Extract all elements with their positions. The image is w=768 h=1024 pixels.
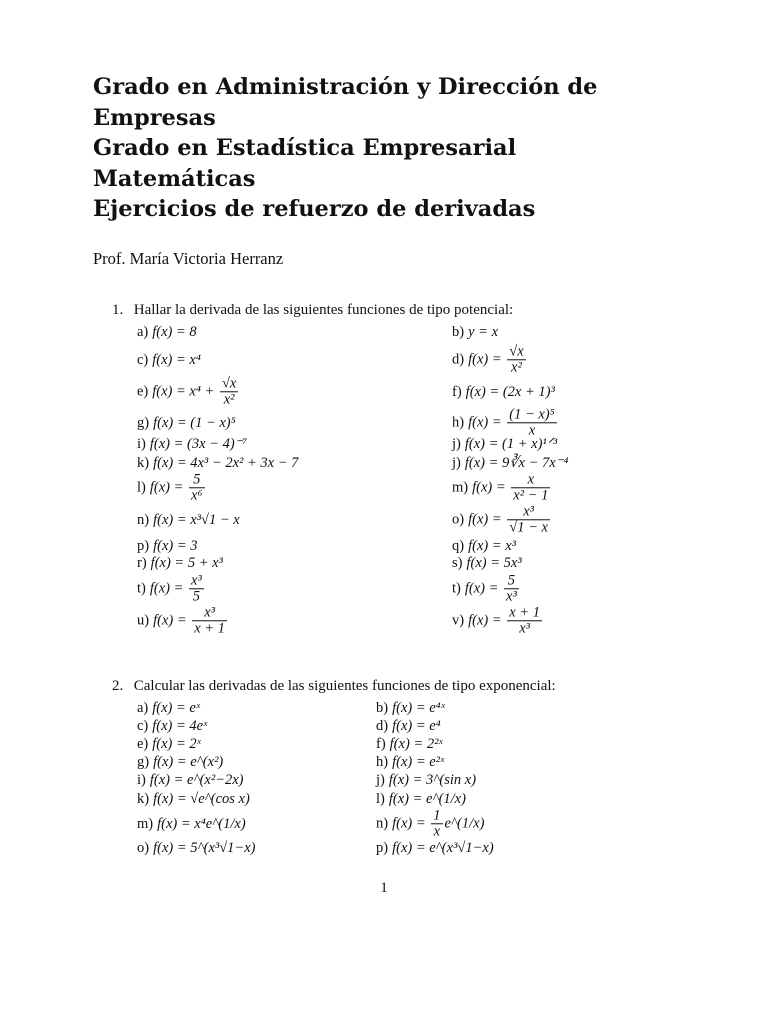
function-expression: 3^(sin x) <box>426 771 477 788</box>
function-lhs: f(x) = <box>157 815 195 832</box>
function-lhs: f(x) = <box>468 537 506 554</box>
function-expression: (1 − x)⁵ <box>190 414 236 431</box>
title-line: Matemáticas <box>93 165 256 192</box>
item-label: i) <box>137 771 146 788</box>
exercise-item <box>137 701 200 716</box>
function-expression: e²ˣ <box>429 753 445 770</box>
function-expression: e^(x²−2x) <box>187 771 244 788</box>
exercise-item <box>376 808 484 839</box>
exercise-item <box>137 376 240 407</box>
exercise-item <box>452 556 522 571</box>
item-label: n) <box>137 511 150 528</box>
fraction-denominator: x³ <box>506 588 517 605</box>
exercise-item <box>376 719 441 734</box>
exercise-item <box>376 841 494 856</box>
item-label: h) <box>376 753 389 770</box>
function-lhs: f(x) = <box>465 383 503 400</box>
function-lhs: f(x) = <box>392 717 430 734</box>
function-lhs: f(x) = <box>464 454 503 471</box>
function-lhs: y = <box>468 323 492 340</box>
exercise-item <box>137 437 247 452</box>
exercise-item <box>137 792 250 807</box>
function-expression: x⁴e^(1/x) <box>194 815 246 832</box>
item-label: i) <box>137 435 146 452</box>
title-line: Grado en Estadística Empresarial <box>93 135 517 161</box>
item-label: b) <box>452 323 465 340</box>
function-lhs: f(x) = <box>152 351 190 368</box>
function-expression: eˣ <box>189 699 200 716</box>
function-expression: e^(1/x) <box>426 790 466 807</box>
fraction-denominator: x <box>528 422 536 439</box>
item-label: q) <box>452 537 465 554</box>
item-label: d) <box>452 351 465 368</box>
exercise-item <box>137 573 206 604</box>
fraction <box>511 472 550 503</box>
fraction <box>220 376 238 407</box>
exercise-item <box>137 353 201 368</box>
exercise-item <box>452 472 552 503</box>
page-number: 1 <box>380 880 388 896</box>
exercise-item <box>137 817 246 832</box>
exercise-item <box>137 539 198 554</box>
exercise-prompt: Hallar la derivada de las siguientes funciones de tipo potencial: <box>133 302 514 318</box>
fraction-numerator: x³ <box>191 572 202 589</box>
item-label: f) <box>376 735 386 752</box>
item-label: r) <box>137 554 147 571</box>
item-label: t) <box>137 580 146 597</box>
function-lhs: f(x) = <box>153 839 191 856</box>
function-lhs: f(x) = <box>466 554 504 571</box>
function-lhs: f(x) = <box>472 479 510 496</box>
function-expression: e^(x²) <box>190 753 224 770</box>
fraction <box>507 344 525 375</box>
exercise-1-heading <box>112 302 513 319</box>
function-lhs: f(x) = <box>152 699 190 716</box>
function-lhs: f(x) = <box>149 479 188 496</box>
item-label: b) <box>376 699 389 716</box>
function-lhs: f(x) = <box>150 554 188 571</box>
function-lhs: f(x) = <box>392 753 430 770</box>
fraction-numerator: x + 1 <box>509 604 540 621</box>
item-label: o) <box>452 511 465 528</box>
function-expression: x³ <box>505 537 517 554</box>
exercise-item <box>137 719 207 734</box>
item-label: d) <box>376 717 389 734</box>
function-expression: e⁴ <box>429 717 441 734</box>
fraction <box>507 407 556 438</box>
exercise-item <box>137 556 223 571</box>
exercise-item <box>452 344 528 375</box>
fraction-numerator: (1 − x)⁵ <box>509 406 555 423</box>
fraction-numerator: 5 <box>189 472 204 488</box>
exercise-item <box>452 325 498 340</box>
function-expression: e^(x³√1−x) <box>429 839 494 856</box>
function-lhs: f(x) = <box>149 580 188 597</box>
item-label: g) <box>137 414 150 431</box>
item-label: e) <box>137 383 149 400</box>
exercise-item <box>452 407 559 438</box>
item-label: c) <box>137 717 149 734</box>
fraction-denominator: x³ <box>519 620 531 637</box>
expression-part: x⁴ + <box>189 383 218 400</box>
document-title <box>93 72 693 225</box>
exercise-item <box>137 472 207 503</box>
function-expression: 5^(x³√1−x) <box>190 839 256 856</box>
item-label: p) <box>376 839 389 856</box>
fraction-numerator: √x <box>221 375 237 392</box>
function-lhs: f(x) = <box>388 771 427 788</box>
item-label: k) <box>137 454 150 471</box>
expression-part: e^(1/x) <box>444 815 485 832</box>
function-expression: 2²ˣ <box>426 735 443 752</box>
function-lhs: f(x) = <box>468 511 506 528</box>
exercise-item <box>137 605 229 636</box>
exercise-item <box>376 701 445 716</box>
exercise-item <box>137 513 240 528</box>
function-expression: 2ˣ <box>189 735 201 752</box>
item-label: u) <box>137 612 150 629</box>
function-expression: e⁴ˣ <box>429 699 445 716</box>
item-label: a) <box>137 323 149 340</box>
function-lhs: f(x) = <box>153 414 191 431</box>
exercise-item <box>137 325 197 340</box>
function-lhs: f(x) = <box>153 537 191 554</box>
fraction <box>192 605 227 636</box>
exercise-item <box>137 456 298 471</box>
title-line: Empresas <box>93 104 216 131</box>
fraction <box>507 504 550 535</box>
exercise-item <box>137 755 223 770</box>
exercise-prompt: Calcular las derivadas de las siguientes funciones de tipo exponencial: <box>133 678 556 694</box>
item-label: k) <box>137 790 150 807</box>
fraction-numerator: √x <box>509 343 524 360</box>
function-lhs: f(x) = <box>392 839 430 856</box>
author-line: Prof. María Victoria Herranz <box>93 249 284 268</box>
item-label: t) <box>452 580 461 597</box>
function-lhs: f(x) = <box>153 454 191 471</box>
item-label: f) <box>452 383 462 400</box>
exercise-item <box>376 737 443 752</box>
exercise-item <box>452 437 557 452</box>
fraction-denominator: x <box>433 823 441 840</box>
fraction-denominator: x² <box>223 391 235 408</box>
function-lhs: f(x) = <box>153 753 191 770</box>
function-expression: 9∛x − 7x⁻⁴ <box>502 454 569 471</box>
function-expression: 3 <box>190 537 198 554</box>
item-label: g) <box>137 753 150 770</box>
item-label: v) <box>452 612 465 629</box>
item-label: l) <box>137 479 146 496</box>
function-lhs: f(x) = <box>153 511 191 528</box>
exercise-number: 1. <box>112 302 124 318</box>
function-expression: x⁴ <box>189 351 201 368</box>
exercise-item <box>137 841 256 856</box>
exercise-item <box>452 504 552 535</box>
fraction-denominator: 5 <box>192 588 201 605</box>
item-label: j) <box>452 454 461 471</box>
function-lhs: f(x) = <box>392 699 430 716</box>
item-label: e) <box>137 735 149 752</box>
fraction-numerator: 1 <box>433 807 441 824</box>
function-lhs: f(x) = <box>464 435 503 452</box>
fraction-numerator: x <box>511 472 550 488</box>
function-lhs: f(x) = <box>152 735 190 752</box>
item-label: c) <box>137 351 149 368</box>
function-expression: 8 <box>189 323 197 340</box>
item-label: n) <box>376 815 389 832</box>
item-label: h) <box>452 414 465 431</box>
item-label: m) <box>452 479 469 496</box>
item-label: p) <box>137 537 150 554</box>
fraction-denominator: x + 1 <box>194 620 225 637</box>
function-lhs: f(x) = <box>389 735 427 752</box>
function-lhs: f(x) = <box>388 790 427 807</box>
exercise-item <box>137 773 243 788</box>
function-lhs: f(x) = <box>468 612 506 629</box>
exercise-item <box>137 416 236 431</box>
function-expression: x³√1 − x <box>190 511 240 528</box>
function-lhs: f(x) = <box>392 815 430 832</box>
function-lhs: f(x) = <box>149 771 188 788</box>
function-expression: 5 + x³ <box>187 554 223 571</box>
item-label: s) <box>452 554 463 571</box>
item-label: j) <box>376 771 385 788</box>
function-expression: √e^(cos x) <box>190 790 250 807</box>
function-expression: (2x + 1)³ <box>502 383 555 400</box>
function-expression: (3x − 4)⁻⁷ <box>187 435 248 452</box>
item-label: m) <box>137 815 154 832</box>
function-expression: 5x³ <box>503 554 522 571</box>
function-expression: x <box>491 323 499 340</box>
exercise-item <box>452 605 544 636</box>
exercise-2-heading <box>112 678 556 695</box>
function-lhs: f(x) = <box>152 717 190 734</box>
exercise-number: 2. <box>112 678 124 694</box>
item-label: l) <box>376 790 385 807</box>
fraction-denominator: x⁶ <box>191 487 203 504</box>
function-lhs: f(x) = <box>153 612 191 629</box>
fraction-numerator: x³ <box>192 605 227 621</box>
fraction-denominator: x² <box>511 359 522 376</box>
function-lhs: f(x) = <box>152 383 190 400</box>
exercise-item <box>376 755 444 770</box>
fraction-denominator: √1 − x <box>509 519 548 536</box>
function-lhs: f(x) = <box>149 435 188 452</box>
exercise-item <box>452 539 516 554</box>
exercise-item <box>137 737 201 752</box>
function-lhs: f(x) = <box>468 351 506 368</box>
fraction-denominator: x² − 1 <box>513 487 549 504</box>
title-line: Grado en Administración y Dirección de <box>93 74 598 100</box>
exercise-item <box>452 573 521 604</box>
fraction-numerator: x³ <box>507 504 550 520</box>
exercise-item <box>376 773 476 788</box>
item-label: o) <box>137 839 150 856</box>
title-line: Ejercicios de refuerzo de derivadas <box>93 196 536 222</box>
function-expression: 4x³ − 2x² + 3x − 7 <box>190 454 299 471</box>
fraction-numerator: 5 <box>504 573 519 589</box>
fraction <box>504 573 519 604</box>
fraction <box>507 605 542 636</box>
fraction <box>189 472 204 503</box>
function-lhs: f(x) = <box>152 323 190 340</box>
function-expression: (1 + x)¹ᐟ³ <box>502 435 558 452</box>
exercise-item <box>452 456 568 471</box>
fraction <box>189 573 204 604</box>
function-lhs: f(x) = <box>468 414 506 431</box>
exercise-item <box>376 792 466 807</box>
item-label: j) <box>452 435 461 452</box>
function-lhs: f(x) = <box>153 790 191 807</box>
exercise-item <box>452 385 555 400</box>
function-expression: 4eˣ <box>189 717 208 734</box>
item-label: a) <box>137 699 149 716</box>
fraction <box>431 808 442 839</box>
function-lhs: f(x) = <box>464 580 503 597</box>
